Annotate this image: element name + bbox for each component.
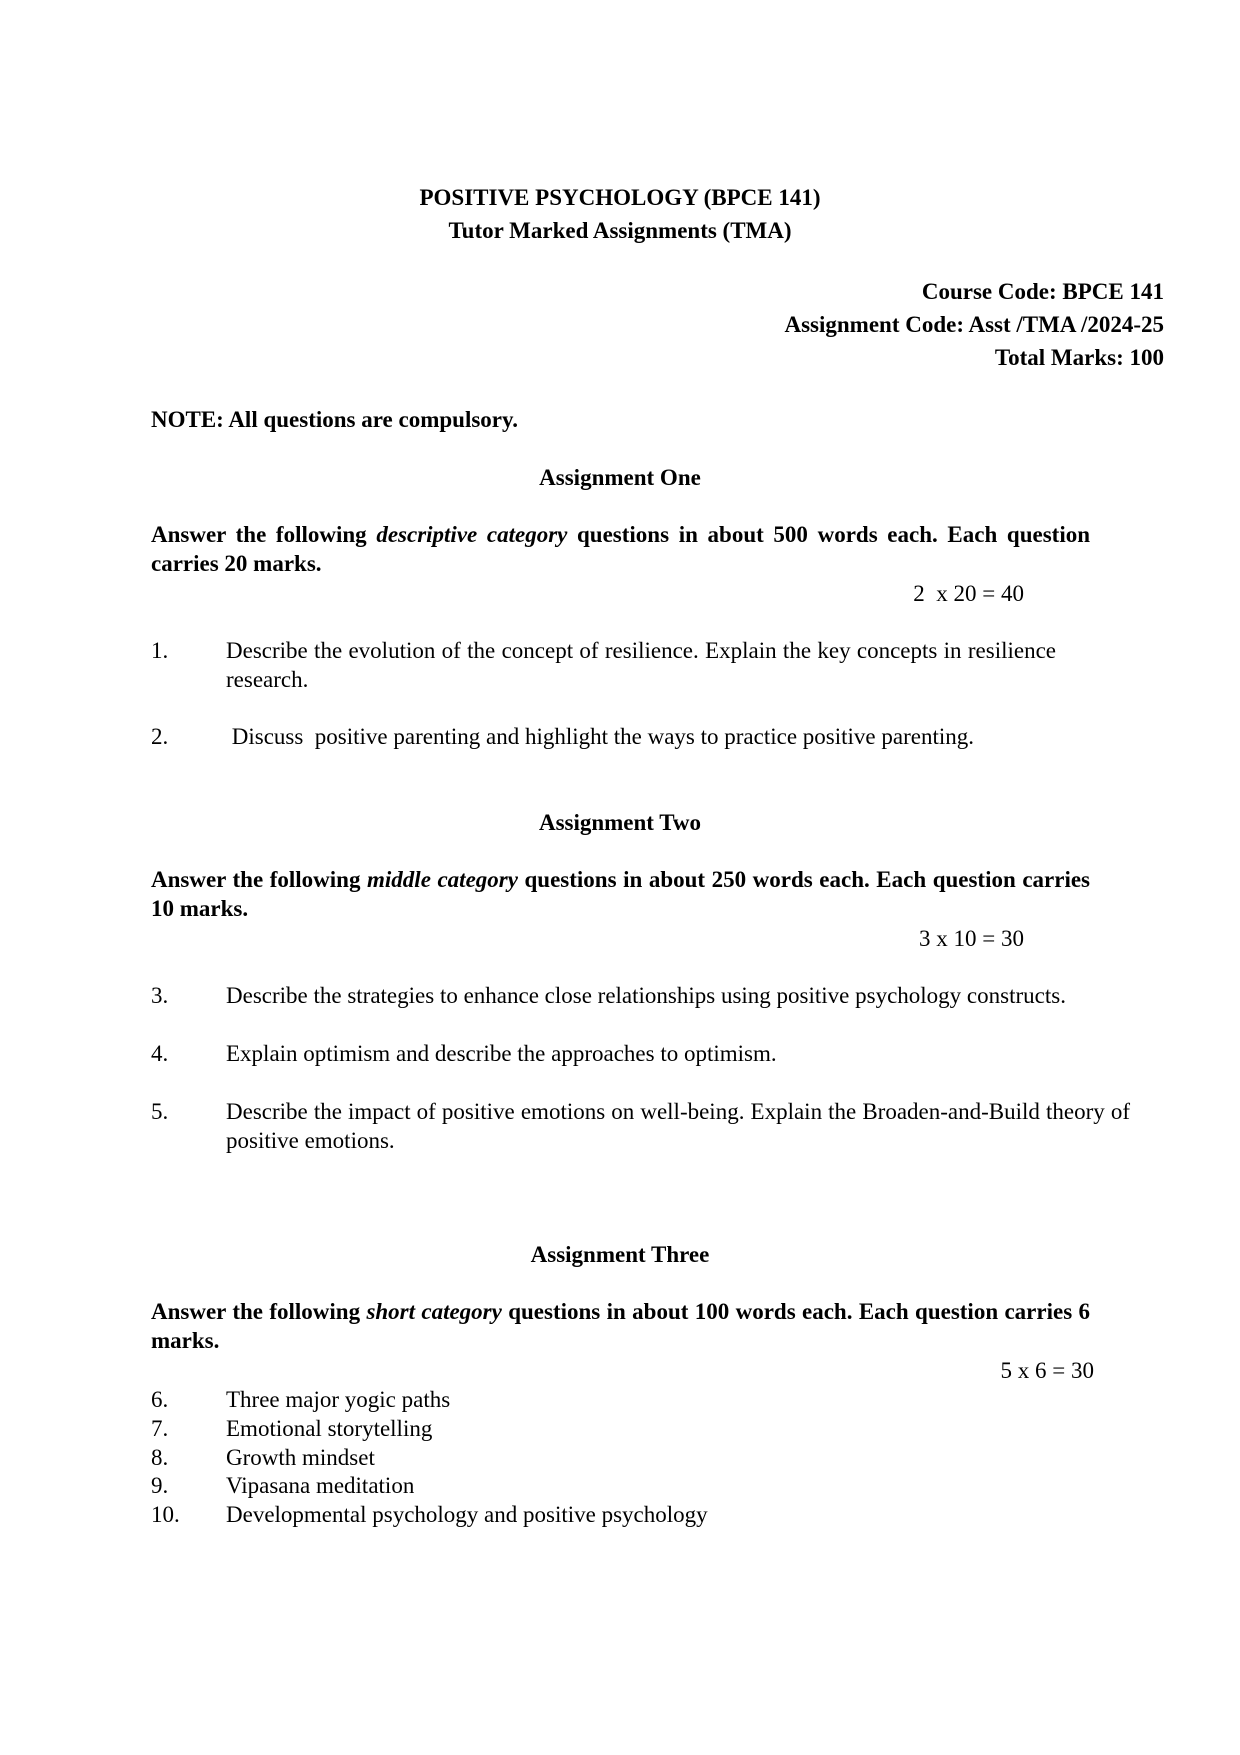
question-number: 9. <box>151 1473 169 1498</box>
instruction-text: questions in about 100 words each. Each question carries 6 marks. <box>151 1299 1091 1353</box>
section-instruction <box>151 1297 1090 1355</box>
total-marks: Total Marks: 100 <box>994 345 1164 370</box>
instruction-category: descriptive category <box>376 522 568 547</box>
question-text: Emotional storytelling <box>226 1416 433 1441</box>
instruction-text: Answer the following <box>151 1299 367 1324</box>
question-number: 7. <box>151 1416 169 1441</box>
question-text: Explain optimism and describe the approaches to optimism. <box>226 1041 777 1066</box>
section-heading: Assignment Two <box>538 810 702 835</box>
section-instruction <box>151 520 1090 578</box>
note: NOTE: All questions are compulsory. <box>151 407 518 432</box>
course-code: Course Code: BPCE 141 <box>921 279 1164 304</box>
section-heading: Assignment One <box>539 465 701 490</box>
marks-formula: 3 x 10 = 30 <box>919 926 1024 951</box>
question-text: Developmental psychology and positive psychology <box>226 1502 708 1527</box>
question-number: 4. <box>151 1041 169 1066</box>
question-text: Three major yogic paths <box>226 1387 451 1412</box>
section-instruction <box>151 865 1090 923</box>
question-text: Growth mindset <box>226 1445 375 1470</box>
question-text: Describe the evolution of the concept of resilience. Explain the key concepts in resilience research. <box>226 638 1056 692</box>
question-text: Discuss positive parenting and highlight the ways to practice positive parenting. <box>226 724 974 749</box>
instruction-text: questions in about 500 words each. Each question carries 20 marks. <box>151 522 1090 576</box>
assignment-code: Assignment Code: Asst /TMA /2024-25 <box>784 312 1164 337</box>
instruction-text: Answer the following <box>151 522 377 547</box>
question-text: Vipasana meditation <box>226 1473 415 1498</box>
section-heading: Assignment Three <box>530 1242 710 1267</box>
marks-formula: 2 x 20 = 40 <box>913 581 1024 606</box>
instruction-text: questions in about 250 words each. Each question carries 10 marks. <box>151 867 1090 921</box>
question-number: 6. <box>151 1387 169 1412</box>
question-number: 3. <box>151 983 169 1008</box>
question-text: Describe the impact of positive emotions on well-being. Explain the Broaden-and-Build theory of positive emotions. <box>226 1099 1130 1153</box>
document-subtitle: Tutor Marked Assignments (TMA) <box>448 218 792 243</box>
question-number: 2. <box>151 724 169 749</box>
instruction-category: middle category <box>367 867 518 892</box>
marks-formula: 5 x 6 = 30 <box>1000 1358 1094 1383</box>
question-number: 8. <box>151 1445 169 1470</box>
instruction-text: Answer the following <box>151 867 368 892</box>
instruction-category: short category <box>366 1299 502 1324</box>
document-title: POSITIVE PSYCHOLOGY (BPCE 141) <box>419 185 821 210</box>
question-number: 1. <box>151 638 169 663</box>
question-number: 5. <box>151 1099 169 1124</box>
question-text: Describe the strategies to enhance close relationships using positive psychology constructs. <box>226 983 1066 1008</box>
question-number: 10. <box>151 1502 180 1527</box>
